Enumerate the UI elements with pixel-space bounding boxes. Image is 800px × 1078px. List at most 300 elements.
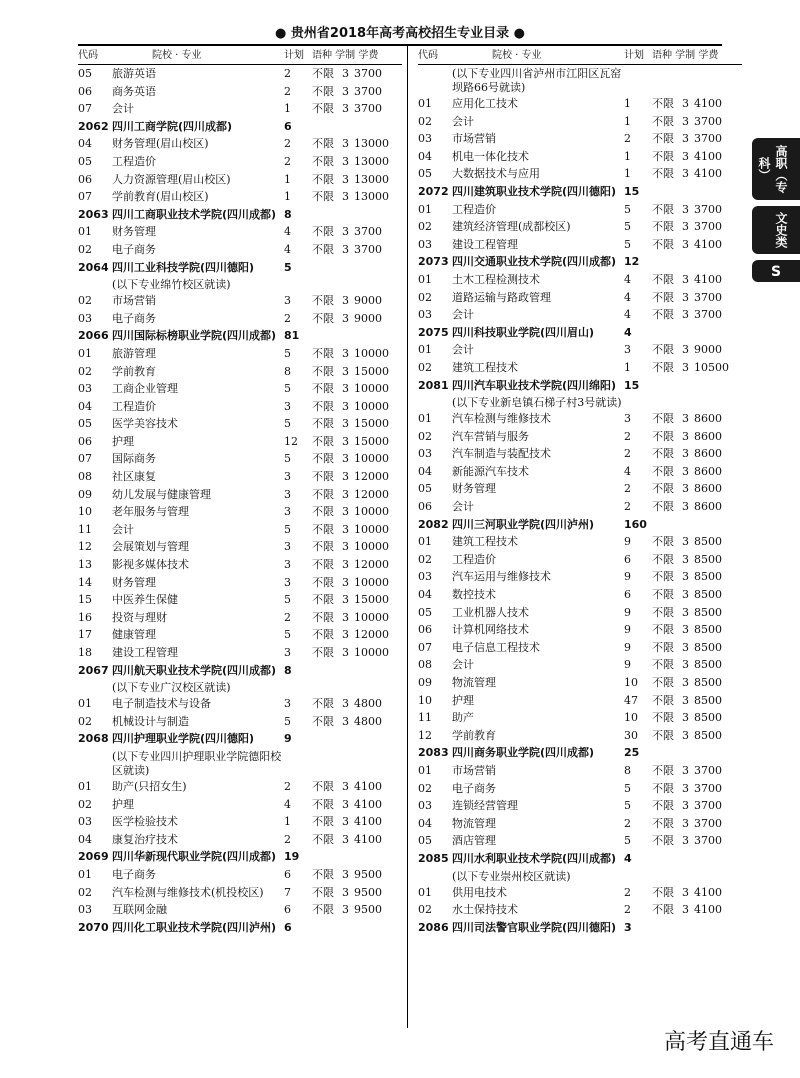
cell-lang: 不限 bbox=[652, 588, 674, 602]
cell-lang: 不限 bbox=[652, 308, 674, 322]
major-row bbox=[78, 538, 402, 556]
cell-fee: 10000 bbox=[354, 382, 389, 396]
major-row bbox=[78, 188, 402, 206]
cell-dur: 3 bbox=[682, 640, 689, 654]
cell-plan: 4 bbox=[284, 242, 291, 256]
header-divider bbox=[78, 44, 722, 46]
cell-code: 07 bbox=[78, 102, 92, 116]
cell-plan: 5 bbox=[284, 452, 291, 466]
cell-dur: 3 bbox=[342, 540, 349, 554]
cell-fee: 8500 bbox=[694, 728, 722, 742]
cell-name: 四川航天职业技术学院(四川成都) bbox=[112, 663, 277, 677]
cell-name: 医学检验技术 bbox=[112, 815, 178, 829]
cell-plan: 81 bbox=[284, 329, 300, 343]
cell-name: 电子商务 bbox=[112, 242, 156, 256]
cell-lang: 不限 bbox=[312, 903, 334, 917]
cell-fee: 8500 bbox=[694, 552, 722, 566]
cell-name: 四川国际标榜职业学院(四川成都) bbox=[112, 329, 277, 343]
cell-plan: 1 bbox=[284, 102, 291, 116]
cell-name: 新能源汽车技术 bbox=[452, 464, 529, 478]
cell-lang: 不限 bbox=[312, 242, 334, 256]
cell-plan: 5 bbox=[624, 237, 631, 251]
cell-name: 会计 bbox=[452, 500, 474, 514]
cell-name: 汽车运用与维修技术 bbox=[452, 570, 551, 584]
cell-dur: 3 bbox=[342, 102, 349, 116]
cell-code: 01 bbox=[418, 343, 432, 357]
cell-name: 市场营销 bbox=[452, 763, 496, 777]
cell-plan: 5 bbox=[284, 417, 291, 431]
cell-dur: 3 bbox=[342, 505, 349, 519]
cell-plan: 19 bbox=[284, 850, 300, 864]
cell-name: 康复治疗技术 bbox=[112, 832, 178, 846]
cell-lang: 不限 bbox=[652, 447, 674, 461]
table-header bbox=[418, 48, 742, 65]
cell-fee: 4800 bbox=[354, 714, 382, 728]
cell-plan: 3 bbox=[624, 920, 632, 934]
cell-fee: 8500 bbox=[694, 658, 722, 672]
cell-dur: 3 bbox=[682, 290, 689, 304]
cell-fee: 13000 bbox=[354, 190, 389, 204]
cell-fee: 8600 bbox=[694, 482, 722, 496]
cell-fee: 4100 bbox=[354, 815, 382, 829]
cell-name: 土木工程检测技术 bbox=[452, 272, 540, 286]
cell-plan: 47 bbox=[624, 693, 638, 707]
major-row bbox=[418, 709, 742, 727]
major-row bbox=[418, 95, 742, 113]
cell-code: 04 bbox=[78, 137, 92, 151]
cell-code: 02 bbox=[78, 242, 92, 256]
cell-name: 供用电技术 bbox=[452, 885, 507, 899]
school-row bbox=[78, 327, 402, 345]
cell-name: 财务管理 bbox=[452, 482, 496, 496]
cell-lang: 不限 bbox=[312, 646, 334, 659]
left-table-body bbox=[78, 65, 402, 936]
cell-plan: 9 bbox=[284, 732, 292, 746]
major-row bbox=[418, 410, 742, 428]
cell-name: 四川商务职业学院(四川成都) bbox=[452, 746, 595, 760]
cell-dur: 3 bbox=[342, 190, 349, 204]
cell-fee: 3700 bbox=[354, 84, 382, 98]
major-row bbox=[418, 832, 742, 850]
cell-dur: 3 bbox=[682, 728, 689, 742]
cell-name: 财务管理 bbox=[112, 575, 156, 589]
school-row bbox=[418, 183, 742, 201]
right-column bbox=[418, 48, 742, 936]
campus-note: (以下专业崇州校区就读) bbox=[452, 869, 571, 883]
cell-plan: 15 bbox=[624, 184, 640, 198]
cell-code: 01 bbox=[418, 202, 432, 216]
major-row bbox=[418, 498, 742, 516]
cell-plan: 6 bbox=[284, 867, 291, 881]
cell-fee: 4100 bbox=[694, 237, 722, 251]
cell-fee: 13000 bbox=[354, 172, 389, 186]
cell-plan: 4 bbox=[624, 851, 632, 865]
cell-fee: 8500 bbox=[694, 693, 722, 707]
cell-lang: 不限 bbox=[312, 867, 334, 881]
cell-fee: 4100 bbox=[694, 885, 722, 899]
cell-lang: 不限 bbox=[312, 84, 334, 98]
school-row bbox=[418, 377, 742, 395]
cell-dur: 3 bbox=[682, 272, 689, 286]
header-plan: 计划 bbox=[284, 50, 304, 61]
cell-dur: 3 bbox=[682, 623, 689, 637]
cell-lang: 不限 bbox=[652, 132, 674, 146]
cell-fee: 3700 bbox=[694, 834, 722, 848]
cell-plan: 2 bbox=[284, 67, 291, 80]
cell-lang: 不限 bbox=[312, 67, 334, 80]
major-row bbox=[78, 695, 402, 713]
cell-lang: 不限 bbox=[312, 885, 334, 899]
cell-dur: 3 bbox=[342, 137, 349, 151]
header-name: 院校 · 专业 bbox=[152, 50, 202, 61]
cell-code: 02 bbox=[78, 364, 92, 378]
cell-name: 水土保持技术 bbox=[452, 903, 518, 917]
cell-name: 计算机网络技术 bbox=[452, 623, 529, 637]
major-row bbox=[78, 796, 402, 814]
cell-name: 护理 bbox=[452, 693, 474, 707]
cell-code: 04 bbox=[78, 832, 92, 846]
major-row bbox=[78, 398, 402, 416]
cell-fee: 3700 bbox=[354, 67, 382, 80]
cell-code: 02 bbox=[78, 714, 92, 728]
cell-lang: 不限 bbox=[652, 343, 674, 357]
cell-fee: 15000 bbox=[354, 364, 389, 378]
cell-name: 护理 bbox=[112, 434, 134, 448]
major-row bbox=[418, 727, 742, 745]
page-title: ● 贵州省2018年高考高校招生专业目录 ● bbox=[275, 26, 525, 41]
major-row bbox=[78, 813, 402, 831]
cell-lang: 不限 bbox=[312, 452, 334, 466]
cell-plan: 2 bbox=[284, 137, 291, 151]
cell-lang: 不限 bbox=[312, 382, 334, 396]
cell-fee: 10000 bbox=[354, 505, 389, 519]
cell-code: 05 bbox=[78, 417, 92, 431]
cell-fee: 3700 bbox=[354, 102, 382, 116]
cell-fee: 4100 bbox=[354, 797, 382, 811]
cell-name: 物流管理 bbox=[452, 816, 496, 830]
cell-plan: 10 bbox=[624, 676, 638, 689]
major-row bbox=[78, 831, 402, 849]
cell-code: 08 bbox=[78, 470, 92, 484]
cell-name: 学前教育 bbox=[452, 728, 496, 742]
cell-dur: 3 bbox=[682, 429, 689, 443]
cell-name: 建设工程管理 bbox=[112, 646, 178, 659]
cell-fee: 3700 bbox=[354, 242, 382, 256]
cell-name: 四川工业科技学院(四川德阳) bbox=[112, 260, 255, 274]
cell-name: 财务管理 bbox=[112, 225, 156, 239]
school-row bbox=[418, 850, 742, 868]
cell-lang: 不限 bbox=[312, 487, 334, 501]
cell-code: 01 bbox=[418, 412, 432, 426]
cell-fee: 9000 bbox=[694, 343, 722, 357]
school-row bbox=[418, 324, 742, 342]
cell-dur: 3 bbox=[342, 697, 349, 711]
major-row bbox=[418, 271, 742, 289]
cell-lang: 不限 bbox=[652, 97, 674, 110]
major-row bbox=[78, 626, 402, 644]
cell-lang: 不限 bbox=[312, 714, 334, 728]
cell-lang: 不限 bbox=[652, 658, 674, 672]
cell-plan: 2 bbox=[284, 610, 291, 624]
cell-dur: 3 bbox=[342, 797, 349, 811]
cell-dur: 3 bbox=[342, 311, 349, 325]
cell-code: 2069 bbox=[78, 850, 109, 864]
campus-note: (以下专业新皂镇石梯子村3号就读) bbox=[452, 396, 622, 410]
cell-plan: 2 bbox=[284, 84, 291, 98]
cell-name: 工程造价 bbox=[112, 399, 156, 413]
cell-dur: 3 bbox=[342, 346, 349, 360]
major-row bbox=[418, 359, 742, 377]
cell-dur: 3 bbox=[342, 522, 349, 536]
cell-dur: 3 bbox=[342, 575, 349, 589]
major-row bbox=[78, 503, 402, 521]
cell-code: 08 bbox=[418, 658, 432, 672]
cell-code: 02 bbox=[78, 294, 92, 308]
major-row bbox=[418, 901, 742, 919]
cell-lang: 不限 bbox=[312, 779, 334, 793]
cell-name: 电子商务 bbox=[452, 781, 496, 795]
cell-dur: 3 bbox=[342, 434, 349, 448]
cell-fee: 9000 bbox=[354, 294, 382, 308]
cell-fee: 13000 bbox=[354, 154, 389, 168]
cell-code: 05 bbox=[418, 482, 432, 496]
cell-name: 四川三河职业学院(四川泸州) bbox=[452, 517, 595, 531]
cell-code: 2062 bbox=[78, 119, 109, 133]
cell-code: 10 bbox=[78, 505, 92, 519]
cell-lang: 不限 bbox=[312, 815, 334, 829]
cell-code: 07 bbox=[418, 640, 432, 654]
cell-dur: 3 bbox=[342, 452, 349, 466]
cell-plan: 3 bbox=[284, 505, 291, 519]
cell-fee: 3700 bbox=[694, 763, 722, 777]
left-column bbox=[78, 48, 402, 936]
cell-name: 四川护理职业学院(四川德阳) bbox=[112, 732, 255, 746]
cell-code: 2083 bbox=[418, 746, 449, 760]
cell-code: 04 bbox=[418, 816, 432, 830]
cell-fee: 15000 bbox=[354, 434, 389, 448]
cell-plan: 12 bbox=[624, 255, 640, 269]
major-row bbox=[418, 533, 742, 551]
cell-fee: 9000 bbox=[354, 311, 382, 325]
cell-code: 12 bbox=[418, 728, 432, 742]
cell-plan: 12 bbox=[284, 434, 298, 448]
cell-lang: 不限 bbox=[652, 500, 674, 514]
cell-plan: 4 bbox=[624, 290, 631, 304]
major-row bbox=[418, 639, 742, 657]
cell-name: 影视多媒体技术 bbox=[112, 558, 189, 572]
cell-code: 15 bbox=[78, 593, 92, 607]
cell-lang: 不限 bbox=[652, 272, 674, 286]
cell-dur: 3 bbox=[342, 399, 349, 413]
cell-fee: 10000 bbox=[354, 610, 389, 624]
cell-code: 05 bbox=[78, 67, 92, 80]
cell-code: 01 bbox=[78, 225, 92, 239]
cell-plan: 2 bbox=[284, 779, 291, 793]
cell-code: 10 bbox=[418, 693, 432, 707]
cell-name: 护理 bbox=[112, 797, 134, 811]
cell-plan: 2 bbox=[284, 311, 291, 325]
cell-plan: 2 bbox=[624, 500, 631, 514]
major-row bbox=[78, 713, 402, 731]
column-divider bbox=[407, 46, 408, 1028]
cell-name: 人力资源管理(眉山校区) bbox=[112, 172, 231, 186]
major-row bbox=[418, 148, 742, 166]
cell-plan: 9 bbox=[624, 623, 631, 637]
cell-dur: 3 bbox=[682, 570, 689, 584]
cell-dur: 3 bbox=[682, 114, 689, 128]
cell-plan: 5 bbox=[624, 202, 631, 216]
cell-plan: 2 bbox=[284, 154, 291, 168]
cell-fee: 9500 bbox=[354, 903, 382, 917]
cell-dur: 3 bbox=[682, 711, 689, 725]
cell-plan: 8 bbox=[284, 364, 291, 378]
cell-code: 01 bbox=[418, 272, 432, 286]
cell-name: 建筑工程技术 bbox=[452, 535, 518, 549]
cell-code: 05 bbox=[418, 167, 432, 181]
cell-name: 医学美容技术 bbox=[112, 417, 178, 431]
cell-plan: 6 bbox=[284, 119, 292, 133]
cell-name: 会展策划与管理 bbox=[112, 540, 189, 554]
cell-name: 建设工程管理 bbox=[452, 237, 518, 251]
cell-dur: 3 bbox=[682, 535, 689, 549]
cell-fee: 8500 bbox=[694, 623, 722, 637]
cell-plan: 4 bbox=[284, 225, 291, 239]
header-plan: 计划 bbox=[624, 50, 644, 61]
cell-dur: 3 bbox=[342, 382, 349, 396]
cell-dur: 3 bbox=[682, 763, 689, 777]
major-row bbox=[418, 463, 742, 481]
cell-code: 01 bbox=[78, 867, 92, 881]
cell-plan: 6 bbox=[284, 903, 291, 917]
cell-dur: 3 bbox=[682, 781, 689, 795]
cell-code: 03 bbox=[418, 447, 432, 461]
cell-fee: 8500 bbox=[694, 711, 722, 725]
cell-plan: 2 bbox=[624, 903, 631, 917]
cell-plan: 4 bbox=[284, 797, 291, 811]
cell-plan: 3 bbox=[284, 575, 291, 589]
major-row bbox=[418, 551, 742, 569]
cell-code: 06 bbox=[418, 500, 432, 514]
cell-dur: 3 bbox=[682, 360, 689, 374]
cell-code: 2067 bbox=[78, 663, 109, 677]
cell-name: 会计 bbox=[452, 658, 474, 672]
cell-fee: 3700 bbox=[694, 290, 722, 304]
cell-fee: 8600 bbox=[694, 429, 722, 443]
cell-name: 大数据技术与应用 bbox=[452, 167, 540, 181]
cell-plan: 2 bbox=[624, 816, 631, 830]
cell-dur: 3 bbox=[342, 628, 349, 642]
cell-lang: 不限 bbox=[652, 114, 674, 128]
major-row bbox=[418, 621, 742, 639]
major-row bbox=[418, 884, 742, 902]
cell-plan: 2 bbox=[624, 482, 631, 496]
cell-name: 机电一体化技术 bbox=[452, 149, 529, 163]
cell-lang: 不限 bbox=[652, 711, 674, 725]
cell-code: 01 bbox=[418, 535, 432, 549]
cell-name: 数控技术 bbox=[452, 588, 496, 602]
cell-name: 中医养生保健 bbox=[112, 593, 178, 607]
cell-plan: 1 bbox=[284, 815, 291, 829]
cell-code: 17 bbox=[78, 628, 92, 642]
cell-plan: 2 bbox=[624, 132, 631, 146]
cell-name: 旅游管理 bbox=[112, 346, 156, 360]
cell-lang: 不限 bbox=[312, 190, 334, 204]
cell-dur: 3 bbox=[682, 237, 689, 251]
cell-lang: 不限 bbox=[652, 482, 674, 496]
school-row bbox=[418, 744, 742, 762]
major-row bbox=[78, 521, 402, 539]
cell-lang: 不限 bbox=[652, 220, 674, 234]
cell-name: 健康管理 bbox=[112, 628, 156, 642]
cell-plan: 9 bbox=[624, 658, 631, 672]
major-row bbox=[418, 762, 742, 780]
cell-name: 会计 bbox=[452, 114, 474, 128]
cell-name: 工商企业管理 bbox=[112, 382, 178, 396]
cell-dur: 3 bbox=[682, 799, 689, 813]
cell-code: 07 bbox=[78, 452, 92, 466]
cell-code: 02 bbox=[418, 552, 432, 566]
major-row bbox=[418, 815, 742, 833]
major-row bbox=[78, 363, 402, 381]
cell-plan: 5 bbox=[284, 593, 291, 607]
cell-lang: 不限 bbox=[652, 676, 674, 689]
cell-plan: 2 bbox=[624, 447, 631, 461]
cell-code: 01 bbox=[78, 697, 92, 711]
cell-code: 12 bbox=[78, 540, 92, 554]
cell-code: 04 bbox=[78, 399, 92, 413]
cell-dur: 3 bbox=[342, 242, 349, 256]
school-row bbox=[78, 118, 402, 136]
header-code: 代码 bbox=[418, 50, 438, 61]
major-row bbox=[78, 153, 402, 171]
cell-fee: 8500 bbox=[694, 588, 722, 602]
cell-lang: 不限 bbox=[652, 693, 674, 707]
school-row bbox=[78, 662, 402, 680]
cell-name: 会计 bbox=[452, 308, 474, 322]
cell-plan: 8 bbox=[284, 207, 292, 221]
cell-lang: 不限 bbox=[652, 799, 674, 813]
cell-fee: 10000 bbox=[354, 646, 389, 659]
cell-plan: 6 bbox=[624, 588, 631, 602]
cell-name: 连锁经营管理 bbox=[452, 799, 518, 813]
cell-dur: 3 bbox=[342, 832, 349, 846]
cell-code: 01 bbox=[418, 763, 432, 777]
cell-fee: 9500 bbox=[354, 885, 382, 899]
cell-fee: 10000 bbox=[354, 522, 389, 536]
cell-name: 工程造价 bbox=[112, 154, 156, 168]
cell-code: 02 bbox=[418, 114, 432, 128]
major-row bbox=[418, 341, 742, 359]
cell-code: 03 bbox=[418, 570, 432, 584]
cell-code: 02 bbox=[418, 360, 432, 374]
cell-fee: 8600 bbox=[694, 412, 722, 426]
major-row bbox=[418, 201, 742, 219]
cell-plan: 3 bbox=[624, 343, 631, 357]
major-row bbox=[418, 568, 742, 586]
cell-code: 06 bbox=[418, 623, 432, 637]
cell-code: 03 bbox=[418, 132, 432, 146]
major-row bbox=[418, 480, 742, 498]
cell-fee: 12000 bbox=[354, 628, 389, 642]
cell-code: 02 bbox=[78, 797, 92, 811]
cell-dur: 3 bbox=[342, 84, 349, 98]
major-row bbox=[78, 433, 402, 451]
cell-lang: 不限 bbox=[652, 623, 674, 637]
cell-lang: 不限 bbox=[652, 834, 674, 848]
cell-lang: 不限 bbox=[312, 172, 334, 186]
cell-lang: 不限 bbox=[312, 797, 334, 811]
cell-code: 06 bbox=[78, 84, 92, 98]
